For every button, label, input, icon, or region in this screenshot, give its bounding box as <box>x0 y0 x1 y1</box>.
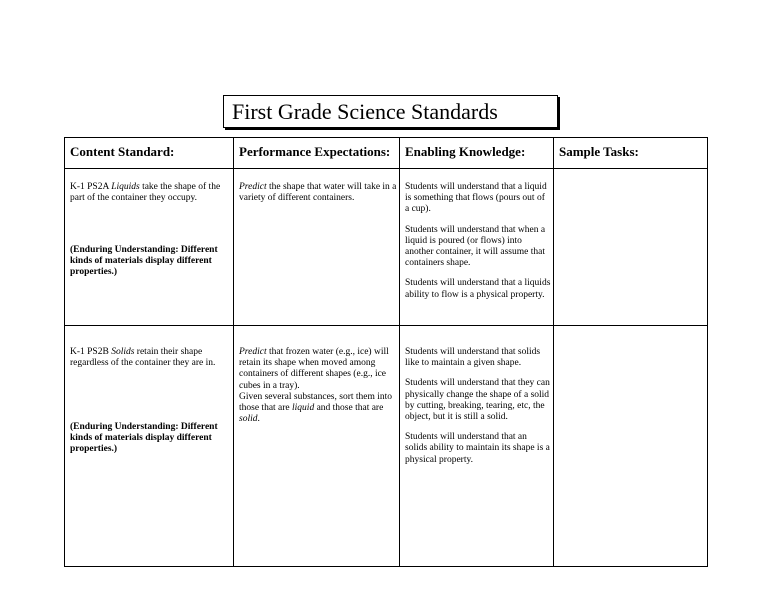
content-standard-cell <box>70 182 230 204</box>
performance-text: . <box>257 414 260 425</box>
performance-expectation-cell <box>239 347 397 425</box>
header-enabling-knowledge: Enabling Knowledge: <box>405 144 526 159</box>
column-divider <box>553 138 554 566</box>
knowledge-item: Students will understand that a liquids ability to flow is a physical property. <box>405 278 551 300</box>
performance-keyword: Predict <box>239 182 267 192</box>
knowledge-item: Students will understand that when a liquid is poured (or flows) into another container, it will assume that containers shape. <box>405 224 546 269</box>
content-standard-cell <box>70 347 230 369</box>
standard-keyword: Liquids <box>111 182 140 192</box>
page-title: First Grade Science Standards <box>232 99 498 124</box>
standards-table <box>64 137 708 567</box>
standard-keyword: Solids <box>111 347 135 357</box>
standard-text: retain their shape regardless of the container they are in. <box>70 347 216 369</box>
performance-text: and those that are <box>314 403 384 414</box>
performance-keyword: Predict <box>239 347 267 357</box>
enabling-knowledge-cell <box>405 182 551 301</box>
performance-keyword: solid <box>239 414 258 425</box>
enduring-understanding: (Enduring Understanding: Different kinds of materials display different properties.) <box>70 422 218 455</box>
knowledge-item: Students will understand that solids like to maintain a given shape. <box>405 347 541 369</box>
performance-text: that frozen water (e.g., ice) will retain its shape when moved among containers of different shapes (e.g., ice cubes in a tray). <box>239 347 389 391</box>
performance-expectation-cell <box>239 182 397 204</box>
row-divider <box>65 325 707 326</box>
header-sample-tasks: Sample Tasks: <box>559 144 639 159</box>
knowledge-item: Students will understand that they can physically change the shape of a solid by cutting, breaking, tearing, etc, the object, but it is still a solid. <box>405 378 550 423</box>
column-divider <box>233 138 234 566</box>
header-content-standard: Content Standard: <box>70 144 175 159</box>
title-box <box>223 95 558 128</box>
standard-code: K-1 PS2B <box>70 347 112 357</box>
performance-text: the shape that water will take in a variety of different containers. <box>239 182 397 204</box>
standard-text: take the shape of the part of the container they occupy. <box>70 182 221 204</box>
standard-code: K-1 PS2A <box>70 182 112 192</box>
performance-keyword: liquid <box>292 403 315 414</box>
knowledge-item: Students will understand that an solids ability to maintain its shape is a physical property. <box>405 432 550 465</box>
performance-text: Given several substances, sort them into those that are <box>239 391 393 414</box>
enabling-knowledge-cell <box>405 347 551 466</box>
column-divider <box>399 138 400 566</box>
enduring-understanding: (Enduring Understanding: Different kinds of materials display different properties.) <box>70 245 218 278</box>
header-performance-expectations: Performance Expectations: <box>239 144 391 159</box>
row-divider <box>65 168 707 169</box>
knowledge-item: Students will understand that a liquid is something that flows (pours out of a cup). <box>405 182 547 215</box>
